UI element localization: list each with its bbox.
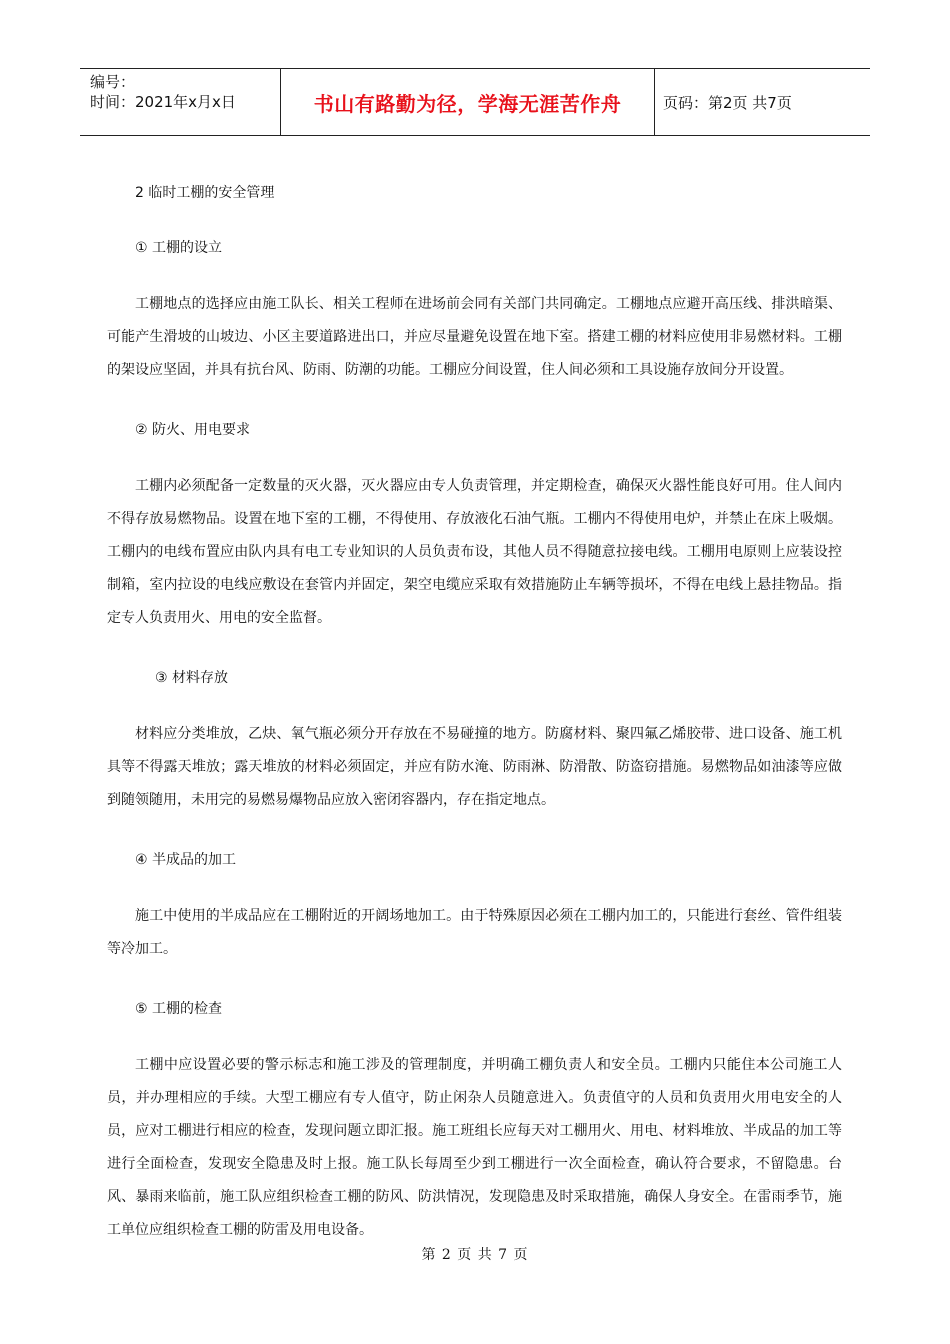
subsection-heading-3: ③ 材料存放 [155,670,229,686]
subsection-heading-2: ② 防火、用电要求 [135,422,251,438]
number-label: 编号： [90,73,136,91]
header-motto-cell [281,69,655,135]
subsection-paragraph-4: 施工中使用的半成品应在工棚附近的开阔场地加工。由于特殊原因必须在工棚内加工的，只能进行套丝、管件组装等冷加工。 [107,908,842,957]
document-header [80,68,870,136]
subsection-paragraph-2: 工棚内必须配备一定数量的灭火器，灭火器应由专人负责管理，并定期检查，确保灭火器性能良好可用。住人间内不得存放易燃物品。设置在地下室的工棚，不得使用、存放液化石油气瓶。工棚内不得使用电炉，并禁止在床上吸烟。工棚内的电线布置应由队内具有电工专业知识的人员负责布设，其他人员不得随意拉接电线。工棚用电原则上应装设控制箱，室内拉设的电线应敷设在套管内并固定，架空电缆应采取有效措施防止车辆等损坏，不得在电线上悬挂物品。指定专人负责用火、用电的安全监督。 [107,478,842,626]
subsection-paragraph-1: 工棚地点的选择应由施工队长、相关工程师在进场前会同有关部门共同确定。工棚地点应避开高压线、排洪暗渠、可能产生滑坡的山坡边、小区主要道路进出口，并应尽量避免设置在地下室。搭建工棚的材料应使用非易燃材料。工棚的架设应坚固，并具有抗台风、防雨、防潮的功能。工棚应分间设置，住人间必须和工具设施存放间分开设置。 [107,296,842,378]
subsection-paragraph-3: 材料应分类堆放，乙炔、氧气瓶必须分开存放在不易碰撞的地方。防腐材料、聚四氟乙烯胶带、进口设备、施工机具等不得露天堆放；露天堆放的材料必须固定，并应有防水淹、防雨淋、防滑散、防盗窃措施。易燃物品如油漆等应做到随领随用，未用完的易燃易爆物品应放入密闭容器内，存在指定地点。 [107,726,842,808]
subsection-heading-5: ⑤ 工棚的检查 [135,1001,223,1017]
page-label: 页码：第2页 共7页 [663,93,792,112]
document-body [107,178,842,1275]
page-footer: 第 2 页 共 7 页 [421,1247,529,1263]
date-label: 时间：2021年x月x日 [90,93,236,111]
header-page-cell [655,69,870,135]
section-title: 2 临时工棚的安全管理 [135,185,275,201]
subsection-paragraph-5: 工棚中应设置必要的警示标志和施工涉及的管理制度，并明确工棚负责人和安全员。工棚内只能住本公司施工人员，并办理相应的手续。大型工棚应有专人值守，防止闲杂人员随意进入。负责值守的人员和负责用火用电安全的人员，应对工棚进行相应的检查，发现问题立即汇报。施工班组长应每天对工棚用火、用电、材料堆放、半成品的加工等进行全面检查，发现安全隐患及时上报。施工队长每周至少到工棚进行一次全面检查，确认符合要求，不留隐患。台风、暴雨来临前，施工队应组织检查工棚的防风、防洪情况，发现隐患及时采取措施，确保人身安全。在雷雨季节，施工单位应组织检查工棚的防雷及用电设备。 [107,1057,842,1238]
header-meta-cell [80,69,281,135]
motto-text: 书山有路勤为径，学海无涯苦作舟 [313,91,622,116]
subsection-heading-1: ① 工棚的设立 [135,240,223,256]
subsection-heading-4: ④ 半成品的加工 [135,852,237,868]
